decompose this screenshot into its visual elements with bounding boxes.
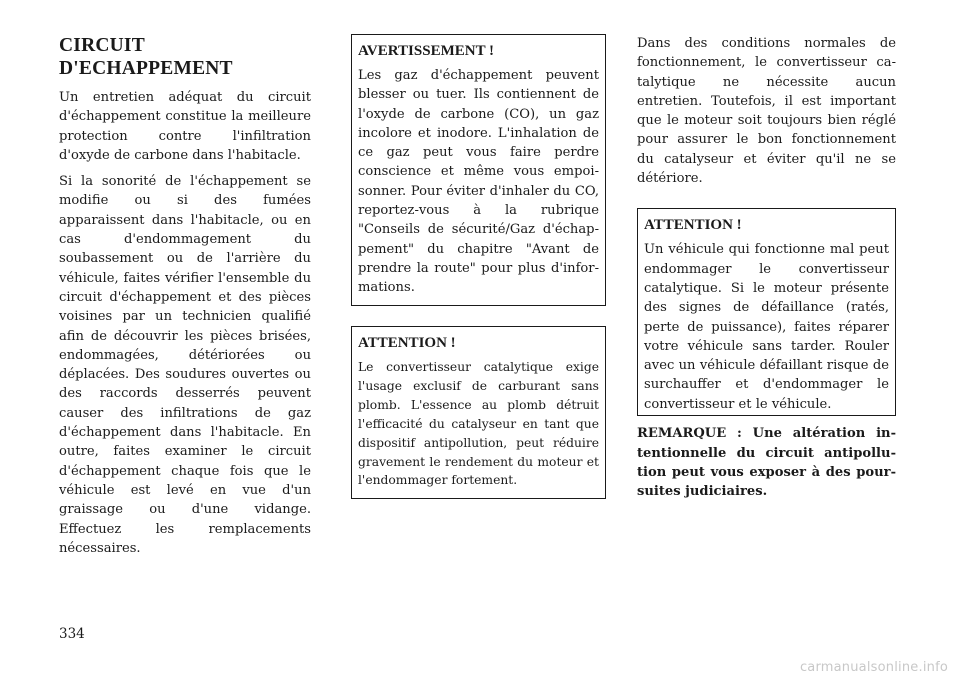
watermark: carmanualsonline.info xyxy=(799,660,948,675)
caution-box-fuel xyxy=(351,326,606,499)
caution-title: ATTENTION ! xyxy=(358,335,456,351)
inspection-paragraph: Si la sonorité de l'échappement se modifie ou si des fumées apparaissent dans l'habitacle, ou en cas d'endommagement du soubassement ou de l'arrière du véhicule, faites vérifier l'ensemble du circuit d'échappement et des pièces voisines par un technicien qualifié afin de découvrir les pièces brisées, endommagées, détériorées ou déplacées. Des soudures ouvertes ou des raccords desserrés peuvent causer des infiltrations de gaz d'échappement dans l'habitacle. En outre, faites examiner le circuit d'échappement chaque fois que le véhicule est levé en vue d'un graissage ou d'une vidange. Effectuez les remplacements nécessaires. xyxy=(59,174,311,556)
warning-text: Les gaz d'échappement peuvent blesser ou tuer. Ils contiennent de l'oxyde de carbone (CO), un gaz incolore et inodore. L'inhalation de ce gaz peut vous faire perdre conscience et même vous empoisonner. Pour éviter d'inhaler du CO, reportez-vous à la rubrique "Conseils de sécurité/Gaz d'échappement" du chapitre "Avant de prendre la route" pour plus d'informations. xyxy=(358,68,599,296)
maintenance-paragraph: Dans des conditions normales de fonctionnement, le convertisseur catalytique ne nécessite aucun entretien. Toutefois, il est important que le moteur soit toujours bien réglé pour assurer le bon fonctionnement du catalyseur et éviter qu'il ne se détériore. xyxy=(637,36,896,187)
caution-box-vehicle xyxy=(637,208,896,416)
middle-column xyxy=(351,34,606,499)
caution-text: Le convertisseur catalytique exige l'usage exclusif de carburant sans plomb. L'essence au plomb détruit l'efficacité du catalyseur en tant que dispositif antipollution, peut réduire gravement le rendement du moteur et l'endommager fortement. xyxy=(358,360,599,488)
note-paragraph: REMARQUE : Une altération intentionnelle du circuit antipollution peut vous exposer à des poursuites judiciaires. xyxy=(637,426,896,500)
warning-title: AVERTISSEMENT ! xyxy=(358,43,495,59)
left-column xyxy=(59,34,311,565)
caution-title: ATTENTION ! xyxy=(644,217,742,234)
right-column xyxy=(637,34,896,502)
page-number: 334 xyxy=(59,626,85,642)
section-heading: CIRCUIT D'ECHAPPEMENT xyxy=(59,35,233,79)
intro-paragraph: Un entretien adéquat du circuit d'échappement constitue la meilleure protection contre l'infiltration d'oxyde de carbone dans l'habitacle. xyxy=(59,90,311,163)
warning-box xyxy=(351,34,606,306)
caution-text: Un véhicule qui fonctionne mal peut endommager le convertisseur catalytique. Si le moteur présente des signes de défaillance (ratés, perte de puissance), faites réparer votre véhicule sans tarder. Rouler avec un véhicule défaillant risque de surchauffer et d'endommager le convertisseur et le véhicule. xyxy=(644,242,889,412)
